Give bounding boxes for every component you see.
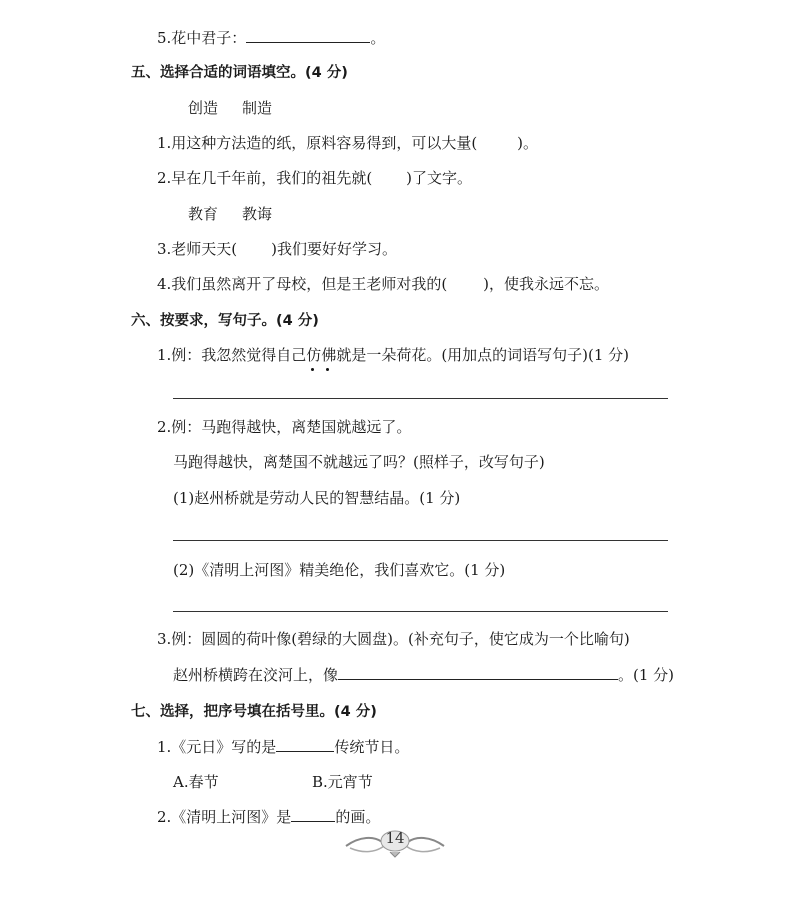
question-5-flower-gentleman: 5.花中君子： 。	[157, 29, 386, 47]
section-5-heading: 五、选择合适的词语填空。(4 分)	[131, 65, 348, 81]
answer-blank[interactable]	[246, 28, 370, 43]
section-5-item-1: 1.用这种方法造的纸，原料容易得到，可以大量( )。	[157, 134, 539, 152]
section-7-option-b[interactable]: B.元宵节	[312, 773, 373, 791]
word-option: 创造	[188, 99, 219, 117]
section-7-item-1: 1.《元日》写的是 传统节日。	[157, 738, 410, 756]
section-6-item-2-sub-2: (2)《清明上河图》精美绝伦，我们喜欢它。(1 分)	[173, 561, 506, 579]
section-5-item-3: 3.老师天天( )我们要好好学习。	[157, 240, 398, 258]
answer-line[interactable]	[173, 540, 668, 541]
section-6-item-2-instruction: 马跑得越快，离楚国不就越远了吗？(照样子，改写句子)	[173, 453, 545, 471]
answer-blank[interactable]	[291, 807, 335, 822]
word-option: 教诲	[242, 205, 273, 223]
emphasis-dot	[311, 368, 314, 371]
section-6-item-3-fill: 赵州桥横跨在洨河上，像 。(1 分)	[173, 666, 675, 684]
emphasis-dot	[326, 368, 329, 371]
section-7-heading: 七、选择，把序号填在括号里。(4 分)	[131, 704, 377, 720]
section-5-item-2: 2.早在几千年前，我们的祖先就( )了文字。	[157, 169, 473, 187]
section-6-item-2-sub-1: (1)赵州桥就是劳动人民的智慧结晶。(1 分)	[173, 489, 461, 507]
answer-blank[interactable]	[276, 737, 334, 752]
word-option: 教育	[188, 205, 219, 223]
section-6-item-3-example: 3.例：圆圆的荷叶像(碧绿的大圆盘)。(补充句子，使它成为一个比喻句)	[157, 630, 630, 648]
page-number: 14	[385, 829, 405, 847]
answer-line[interactable]	[173, 398, 668, 399]
section-7-option-a[interactable]: A.春节	[173, 773, 219, 791]
section-6-item-1: 1.例：我忽然觉得自己仿佛就是一朵荷花。(用加点的词语写句子)(1 分)	[157, 346, 630, 364]
answer-line[interactable]	[173, 611, 668, 612]
section-6-heading: 六、按要求，写句子。(4 分)	[131, 313, 319, 329]
answer-blank[interactable]	[338, 665, 618, 680]
word-choice-pair-1	[188, 98, 296, 118]
section-5-item-4: 4.我们虽然离开了母校，但是王老师对我的( )，使我永远不忘。	[157, 275, 610, 293]
section-7-item-2: 2.《清明上河图》是 的画。	[157, 808, 381, 826]
word-choice-pair-2	[188, 204, 296, 224]
section-6-item-2-example: 2.例：马跑得越快，离楚国就越远了。	[157, 418, 412, 436]
word-option: 制造	[242, 99, 273, 117]
